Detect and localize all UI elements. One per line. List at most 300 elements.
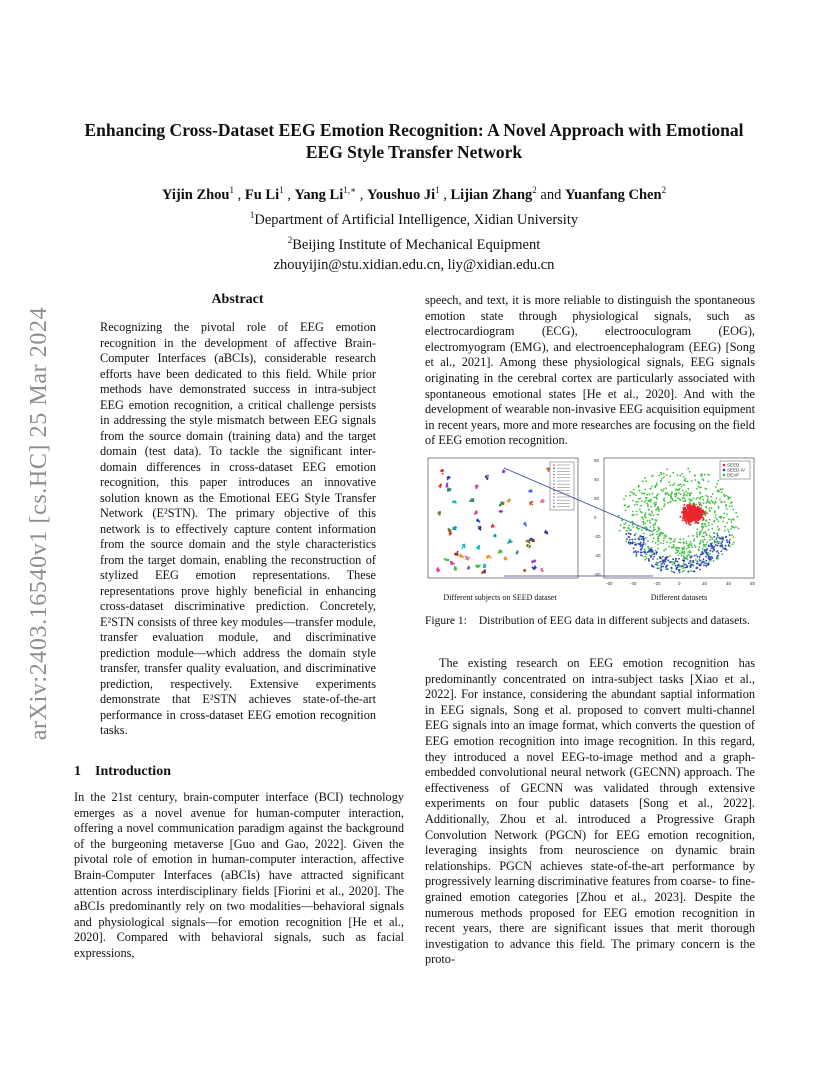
legend-marker [553, 477, 555, 479]
figure-caption-label: Figure 1: [425, 615, 467, 627]
scatter-point [446, 559, 448, 561]
scatter-point-seed-iv [710, 543, 712, 545]
scatter-point-deap [651, 512, 653, 514]
scatter-point-seed [703, 519, 705, 521]
scatter-point-deap [623, 527, 625, 529]
scatter-point-seed-iv [706, 549, 708, 551]
scatter-point-deap [636, 527, 638, 529]
legend-marker [553, 474, 555, 476]
scatter-point-deap [666, 468, 668, 470]
scatter-point [541, 499, 543, 501]
scatter-point-deap [647, 546, 649, 548]
y-tick-label: 60 [594, 458, 600, 463]
scatter-point-deap [694, 545, 696, 547]
scatter-point-deap [718, 507, 720, 509]
scatter-point-deap [675, 552, 677, 554]
scatter-point-seed-iv [659, 557, 661, 559]
scatter-point-seed-iv [726, 539, 728, 541]
author-affiliation-mark: 1 [229, 185, 234, 195]
scatter-point [486, 478, 488, 480]
scatter-point-seed [700, 508, 702, 510]
scatter-point [454, 567, 456, 569]
scatter-point-seed-iv [719, 545, 721, 547]
scatter-point-deap [717, 480, 719, 482]
scatter-point-seed-iv [657, 567, 659, 569]
scatter-point-deap [712, 493, 714, 495]
scatter-point-seed-iv [694, 555, 696, 557]
scatter-point-deap [627, 506, 629, 508]
scatter-point-seed-iv [628, 533, 630, 535]
scatter-point-seed-iv [725, 545, 727, 547]
scatter-point-seed-iv [719, 538, 721, 540]
scatter-point-seed [694, 518, 696, 520]
scatter-point-deap [726, 508, 728, 510]
scatter-point-deap [635, 495, 637, 497]
scatter-point-deap [724, 501, 726, 503]
scatter-point-deap [624, 504, 626, 506]
scatter-point-seed [698, 513, 700, 515]
scatter-point-seed-iv [633, 551, 635, 553]
scatter-point-seed-iv [721, 545, 723, 547]
legend-marker [553, 467, 555, 469]
scatter-point-deap [707, 498, 709, 500]
legend-marker-seed [723, 464, 726, 467]
scatter-point-deap [685, 500, 687, 502]
scatter-point-deap [705, 526, 707, 528]
scatter-point-seed-iv [697, 556, 699, 558]
scatter-point-deap [733, 542, 735, 544]
scatter-point-deap [731, 501, 733, 503]
scatter-point [504, 471, 506, 473]
author-affiliation-mark: 2 [532, 185, 537, 195]
scatter-point-seed-iv [643, 539, 645, 541]
scatter-point-seed [696, 508, 698, 510]
scatter-point-deap [665, 534, 667, 536]
scatter-point-deap [656, 498, 658, 500]
scatter-point-deap [633, 489, 635, 491]
scatter-point-deap [670, 495, 672, 497]
scatter-point-deap [717, 489, 719, 491]
scatter-point-deap [728, 531, 730, 533]
author-name: Youshuo Ji [367, 186, 436, 203]
scatter-point-deap [664, 503, 666, 505]
abstract-text: Recognizing the pivotal role of EEG emotion recognition in the development of affective Brain-Computer Interfaces (aBCIs), considerable research efforts have been dedicated to this field. While prior methods have demonstrated success in intra-subject EEG emotion recognition, a critical challenge persists in addressing the style mismatch between EEG signals from the source domain (training data) and the target domain (test data). To tackle the significant inter-domain differences in cross-dataset EEG emotion recognition, this paper introduces an innovative solution known as the Emotional EEG Style Transfer Network (E²STN). The primary objective of this network is to effectively capture content information from the source domain and the style characteristics from the target domain, enabling the reconstruction of stylized EEG emotion representations. These representations prove highly beneficial in enhancing cross-dataset discriminative prediction. Concretely, E²STN consists of three key modules—transfer module, transfer evaluation module, and discriminative prediction module—which address the domain style transfer, transfer quality evaluation, and discriminative prediction, respectively. Extensive experiments demonstrate that E²STN achieves state-of-the-art performance in cross-dataset EEG emotion recognition tasks. [100, 320, 376, 737]
scatter-point-deap [647, 505, 649, 507]
scatter-point [516, 552, 518, 554]
scatter-point-deap [649, 520, 651, 522]
scatter-point-seed-iv [701, 562, 703, 564]
scatter-point-deap [647, 520, 649, 522]
scatter-point-deap [683, 556, 685, 558]
scatter-point-deap [687, 468, 689, 470]
scatter-point-deap [653, 527, 655, 529]
scatter-point [476, 512, 478, 514]
scatter-point-deap [647, 540, 649, 542]
scatter-point [455, 554, 457, 556]
scatter-point-deap [636, 511, 638, 513]
scatter-point-deap [631, 521, 633, 523]
scatter-point-deap [705, 520, 707, 522]
scatter-point-deap [701, 530, 703, 532]
scatter-point-deap [657, 539, 659, 541]
scatter-point-deap [663, 488, 665, 490]
scatter-point [507, 542, 509, 544]
scatter-point-seed-iv [697, 561, 699, 563]
scatter-point-deap [695, 559, 697, 561]
scatter-point-seed-iv [628, 536, 630, 538]
y-tick-label: 0 [594, 515, 597, 520]
scatter-point-deap [670, 542, 672, 544]
scatter-point-deap [716, 498, 718, 500]
scatter-point-seed [699, 504, 701, 506]
scatter-point-deap [683, 476, 685, 478]
scatter-point-deap [682, 550, 684, 552]
scatter-point-seed-iv [632, 541, 634, 543]
scatter-point-seed [688, 517, 690, 519]
scatter-point-seed-iv [651, 549, 653, 551]
scatter-point-deap [700, 474, 702, 476]
scatter-point-deap [686, 548, 688, 550]
scatter-point-deap [698, 546, 700, 548]
scatter-point-deap [658, 527, 660, 529]
scatter-point-deap [646, 503, 648, 505]
scatter-point [501, 502, 503, 504]
scatter-point-seed-iv [709, 550, 711, 552]
scatter-point-seed-iv [690, 557, 692, 559]
scatter-point [454, 569, 456, 571]
scatter-point [485, 475, 487, 477]
scatter-point-deap [721, 553, 723, 555]
scatter-point-deap [646, 494, 648, 496]
scatter-point-seed-iv [681, 565, 683, 567]
scatter-point-deap [635, 501, 637, 503]
scatter-point-deap [679, 488, 681, 490]
scatter-point-deap [690, 570, 692, 572]
scatter-point-deap [732, 543, 734, 545]
scatter-point-deap [626, 530, 628, 532]
introduction-paragraph: In the 21st century, brain-computer interface (BCI) technology emerges as a novel avenue for human-computer interaction, offering a novel communication paradigm against the background of the burgeoning metaverse [Guo and Gao, 2022]. Given the pivotal role of emotion in human-computer interaction, affective Brain-Computer Interfaces (aBCIs) have attracted significant attention across interdisciplinary fields [Fiorini et al., 2020]. The aBCIs predominantly rely on two modalities—behavioral signals and physiological signals—for emotion recognition [He et al., 2020]. Compared with behavioral signals, such as facial expressions, [74, 790, 404, 960]
scatter-point-seed-iv [672, 558, 674, 560]
scatter-point [543, 500, 545, 502]
scatter-point [476, 547, 478, 549]
scatter-point-seed [694, 515, 696, 517]
figure-1 [420, 454, 760, 606]
scatter-point-deap [679, 475, 681, 477]
scatter-point-deap [698, 481, 700, 483]
scatter-point-deap [709, 539, 711, 541]
scatter-point-deap [663, 473, 665, 475]
scatter-point-deap [682, 548, 684, 550]
legend-marker [553, 483, 555, 485]
scatter-point-seed-iv [667, 568, 669, 570]
scatter-point-deap [727, 498, 729, 500]
scatter-point-deap [735, 526, 737, 528]
scatter-point-deap [718, 520, 720, 522]
scatter-point [478, 528, 480, 530]
scatter-point-deap [711, 524, 713, 526]
scatter-point [472, 500, 474, 502]
scatter-point-seed [698, 509, 700, 511]
scatter-point-seed-iv [636, 552, 638, 554]
scatter-point-deap [683, 484, 685, 486]
scatter-point-seed-iv [660, 569, 662, 571]
scatter-point-deap [671, 570, 673, 572]
scatter-point-deap [702, 496, 704, 498]
scatter-point-deap [690, 551, 692, 553]
section-heading [74, 764, 404, 780]
scatter-point-seed-iv [634, 534, 636, 536]
scatter-point-seed-iv [628, 542, 630, 544]
scatter-point-seed [697, 515, 699, 517]
scatter-point-deap [660, 542, 662, 544]
scatter-point-seed-iv [729, 534, 731, 536]
scatter-point-seed-iv [678, 558, 680, 560]
scatter-point-seed-iv [714, 540, 716, 542]
scatter-point-deap [674, 493, 676, 495]
scatter-point-deap [692, 498, 694, 500]
scatter-point-deap [678, 484, 680, 486]
scatter-point-deap [641, 492, 643, 494]
scatter-point-deap [669, 475, 671, 477]
scatter-point-deap [682, 497, 684, 499]
scatter-point-deap [709, 510, 711, 512]
scatter-point-deap [730, 528, 732, 530]
scatter-point [483, 572, 485, 574]
scatter-point-deap [648, 509, 650, 511]
x-tick-label: 20 [702, 581, 708, 586]
scatter-point-deap [688, 535, 690, 537]
scatter-point-deap [653, 529, 655, 531]
scatter-point-deap [697, 486, 699, 488]
scatter-point-seed-iv [685, 564, 687, 566]
scatter-point-deap [630, 491, 632, 493]
scatter-point-seed-iv [717, 545, 719, 547]
scatter-point-deap [705, 507, 707, 509]
scatter-point-deap [687, 551, 689, 553]
scatter-point-deap [730, 519, 732, 521]
scatter-point-deap [708, 522, 710, 524]
scatter-point-deap [722, 521, 724, 523]
scatter-point-deap [694, 474, 696, 476]
scatter-point [479, 526, 481, 528]
scatter-point-seed-iv [640, 552, 642, 554]
scatter-point-deap [657, 548, 659, 550]
scatter-point-deap [653, 497, 655, 499]
scatter-point [440, 484, 442, 486]
scatter-point-deap [677, 547, 679, 549]
scatter-point-deap [638, 486, 640, 488]
scatter-point-deap [723, 494, 725, 496]
scatter-point [453, 527, 455, 529]
author-name: Yijin Zhou [161, 186, 230, 203]
scatter-point-seed-iv [642, 538, 644, 540]
scatter-point-deap [683, 497, 685, 499]
scatter-point-seed [686, 505, 688, 507]
scatter-point-deap [687, 492, 689, 494]
scatter-point-seed-iv [713, 549, 715, 551]
scatter-point-deap [650, 499, 652, 501]
scatter-point-deap [651, 547, 653, 549]
scatter-point-seed-iv [653, 566, 655, 568]
scatter-point-deap [704, 545, 706, 547]
scatter-point-seed-iv [671, 567, 673, 569]
scatter-point-deap [705, 502, 707, 504]
scatter-point [530, 503, 532, 505]
scatter-point-deap [679, 552, 681, 554]
scatter-point-deap [672, 564, 674, 566]
scatter-point-deap [652, 493, 654, 495]
section-number: 1 [74, 764, 81, 779]
scatter-point-seed-iv [697, 567, 699, 569]
scatter-point-deap [699, 498, 701, 500]
scatter-point [547, 470, 549, 472]
scatter-point-deap [645, 499, 647, 501]
right-column-paragraph-2: The existing research on EEG emotion recognition has predominantly concentrated on intra-subject tasks [Xiao et al., 2022]. For instance, considering the abundant saptial information in EEG signals, Song et al. proposed to convert multi-channel EEG signals into an image format, which converts the question of EEG emotion recognition into image recognition. In this regard, they introduced a novel EEG-to-image method and a graph-embedded convolutional neural network (GECNN) approach. The effectiveness of GECNN was validated through extensive experiments on four public datasets [Song et al., 2022]. Additionally, Zhou et al. introduced a Progressive Graph Convolution Network (PGCN) for EEG emotion recognition, leveraging insights from neuroscience on dynamic brain relationships. PGCN achieves state-of-the-art performance by progressively learning discriminative features from coarse- to fine-grained emotion categories [Zhou et al., 2023]. Despite the numerous methods proposed for EEG emotion recognition in recent years, there are significant issues that merit thorough investigation to advance this field. The primary concern is the proto- [425, 656, 755, 967]
scatter-point-deap [673, 483, 675, 485]
scatter-point-deap [649, 500, 651, 502]
scatter-point-deap [645, 553, 647, 555]
scatter-point-deap [653, 502, 655, 504]
scatter-point-deap [669, 555, 671, 557]
figure-caption [425, 614, 755, 628]
affiliation-mark: 2 [287, 234, 293, 245]
scatter-point-deap [711, 507, 713, 509]
y-tick-label: -20 [594, 534, 601, 539]
scatter-point-deap [686, 543, 688, 545]
scatter-point-seed-iv [699, 560, 701, 562]
scatter-point-deap [731, 534, 733, 536]
scatter-point-deap [643, 533, 645, 535]
scatter-point-deap [705, 488, 707, 490]
scatter-point-deap [719, 488, 721, 490]
scatter-point-seed-iv [684, 558, 686, 560]
scatter-point-seed-iv [721, 541, 723, 543]
scatter-point [447, 479, 449, 481]
scatter-point-seed-iv [662, 556, 664, 558]
scatter-point-deap [738, 528, 740, 530]
scatter-point-seed-iv [666, 565, 668, 567]
figure-caption-text: Distribution of EEG data in different subjects and datasets. [478, 615, 750, 627]
scatter-point-deap [672, 472, 674, 474]
scatter-point [477, 566, 479, 568]
scatter-point-deap [623, 523, 625, 525]
scatter-point-deap [651, 534, 653, 536]
scatter-point-seed-iv [686, 566, 688, 568]
scatter-point [473, 498, 475, 500]
scatter-point-seed-iv [692, 560, 694, 562]
scatter-point-seed-iv [676, 568, 678, 570]
scatter-point-deap [715, 514, 717, 516]
scatter-point-deap [702, 528, 704, 530]
scatter-point-seed-iv [705, 565, 707, 567]
scatter-point-seed [689, 520, 691, 522]
scatter-point-seed-iv [629, 539, 631, 541]
scatter-point-deap [649, 522, 651, 524]
scatter-point [478, 548, 480, 550]
scatter-point-deap [711, 528, 713, 530]
scatter-point [478, 545, 480, 547]
scatter-point-seed-iv [641, 536, 643, 538]
scatter-point-seed-iv [643, 551, 645, 553]
scatter-point-deap [658, 475, 660, 477]
scatter-point-seed-iv [722, 546, 724, 548]
scatter-point-deap [631, 514, 633, 516]
scatter-point-seed-iv [651, 551, 653, 553]
legend-marker [553, 503, 555, 505]
scatter-point [477, 518, 479, 520]
scatter-point-deap [709, 535, 711, 537]
scatter-point-deap [629, 495, 631, 497]
scatter-point-deap [678, 542, 680, 544]
scatter-point-deap [702, 541, 704, 543]
scatter-point-seed-iv [712, 551, 714, 553]
scatter-point-deap [716, 519, 718, 521]
scatter-point [475, 565, 477, 567]
scatter-point-seed-iv [633, 547, 635, 549]
scatter-point-seed-iv [630, 542, 632, 544]
legend-label-deap: DEAP [727, 472, 740, 478]
scatter-point [484, 565, 486, 567]
scatter-point-deap [699, 531, 701, 533]
scatter-point-deap [642, 480, 644, 482]
scatter-point-deap [699, 543, 701, 545]
scatter-point-seed [695, 521, 697, 523]
scatter-point-deap [655, 485, 657, 487]
scatter-point-deap [688, 547, 690, 549]
scatter-point-seed-iv [626, 538, 628, 540]
scatter-point-seed-iv [673, 572, 675, 574]
scatter-point-deap [731, 526, 733, 528]
scatter-point [533, 539, 535, 541]
scatter-point-seed-iv [655, 553, 657, 555]
scatter-point [469, 500, 471, 502]
scatter-point-deap [688, 554, 690, 556]
scatter-point-deap [686, 556, 688, 558]
legend-marker [553, 499, 555, 501]
legend-label-seed-iv: SEED-IV [727, 467, 746, 473]
scatter-point-seed [693, 512, 695, 514]
scatter-point-seed [692, 519, 694, 521]
scatter-point-deap [708, 524, 710, 526]
scatter-point-deap [691, 543, 693, 545]
arxiv-identifier [20, 287, 60, 759]
scatter-point [487, 557, 489, 559]
scatter-point [464, 545, 466, 547]
scatter-point-seed-iv [715, 544, 717, 546]
scatter-point-deap [683, 541, 685, 543]
scatter-point-deap [697, 497, 699, 499]
y-tick-label: 40 [594, 477, 600, 482]
scatter-point [453, 563, 455, 565]
scatter-point-seed-iv [726, 541, 728, 543]
scatter-point-deap [690, 541, 692, 543]
scatter-point-deap [667, 502, 669, 504]
scatter-point-deap [644, 548, 646, 550]
scatter-point-deap [673, 544, 675, 546]
scatter-point-deap [634, 542, 636, 544]
scatter-point-deap [682, 571, 684, 573]
scatter-point-seed-iv [684, 567, 686, 569]
scatter-point-deap [714, 503, 716, 505]
scatter-point-seed [689, 511, 691, 513]
figure-graphic [420, 454, 760, 606]
scatter-point [477, 485, 479, 487]
scatter-point-seed [701, 512, 703, 514]
author-affiliation-mark: 1 [435, 185, 440, 195]
scatter-point-deap [646, 527, 648, 529]
scatter-point-deap [709, 507, 711, 509]
scatter-point-deap [685, 541, 687, 543]
